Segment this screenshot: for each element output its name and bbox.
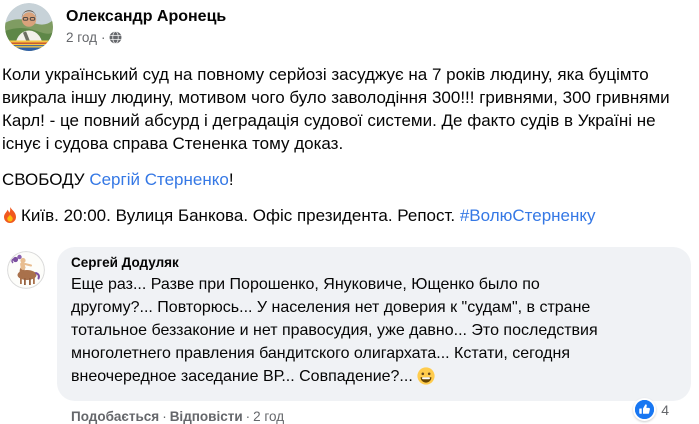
person-link-sternenko[interactable]: Сергій Стерненко [89, 170, 229, 189]
action-separator: · [245, 409, 251, 424]
globe-icon [109, 31, 122, 44]
author-name[interactable]: Олександр Аронець [66, 8, 227, 25]
comment [0, 247, 699, 424]
post-header-info [66, 3, 226, 45]
commenter-name[interactable]: Сергей Додуляк [71, 255, 179, 270]
grinning-face-icon [417, 367, 435, 392]
comment-text [71, 273, 619, 392]
reaction-count: 4 [661, 401, 669, 418]
freedom-exclamation: ! [228, 170, 234, 189]
comment-main [57, 247, 691, 424]
commenter-avatar-image [7, 251, 45, 289]
hashtag-link[interactable]: #ВолюСтерненку [459, 206, 596, 225]
post-paragraph-freedom [2, 168, 694, 191]
post-paragraph-rally [2, 204, 694, 230]
author-avatar-photo [5, 3, 53, 51]
post-body [2, 63, 694, 230]
post-paragraph-court: Коли український суд на повному серйозі засуджує на 7 років людину, яка буцімто викрала іншу людину, мотивом чого було заволодіння 300!!! гривнями, 300 гривнями Карл! - це повний абсурд і деградація судової системи. Де факто судів в Україні не існує і судова справа Стененка тому доказ. [2, 65, 670, 153]
fire-icon [2, 206, 18, 230]
freedom-text: СВОБОДУ [2, 170, 90, 189]
thumbs-up-icon [633, 398, 656, 421]
like-action[interactable]: Подобається [71, 409, 160, 424]
rally-text: Київ. 20:00. Вулиця Банкова. Офіс президента. Репост. [21, 206, 460, 225]
author-avatar[interactable] [5, 3, 53, 51]
action-separator: · [162, 409, 167, 424]
post-timestamp[interactable]: 2 год [66, 30, 97, 45]
post-meta [66, 30, 226, 45]
comment-text-content: Еще раз... Разве при Порошенко, Януковиче, Ющенко было по другому?... Повторюсь... У населения нет доверия к "судам", в стране тотальное беззаконие и нет правосудия, уже давно... Это последствия многолетнего правления бандитского олигархата... Кстати, сегодня внеочередное заседание ВР... Совпадение?... [71, 276, 598, 385]
comment-timestamp[interactable]: 2 год [253, 409, 285, 424]
meta-separator: · [100, 30, 106, 45]
post-header [5, 3, 699, 51]
reply-action[interactable]: Відповісти [169, 409, 243, 424]
commenter-avatar[interactable] [7, 251, 45, 289]
comment-reactions-badge[interactable] [633, 398, 669, 421]
comment-actions [71, 409, 691, 424]
